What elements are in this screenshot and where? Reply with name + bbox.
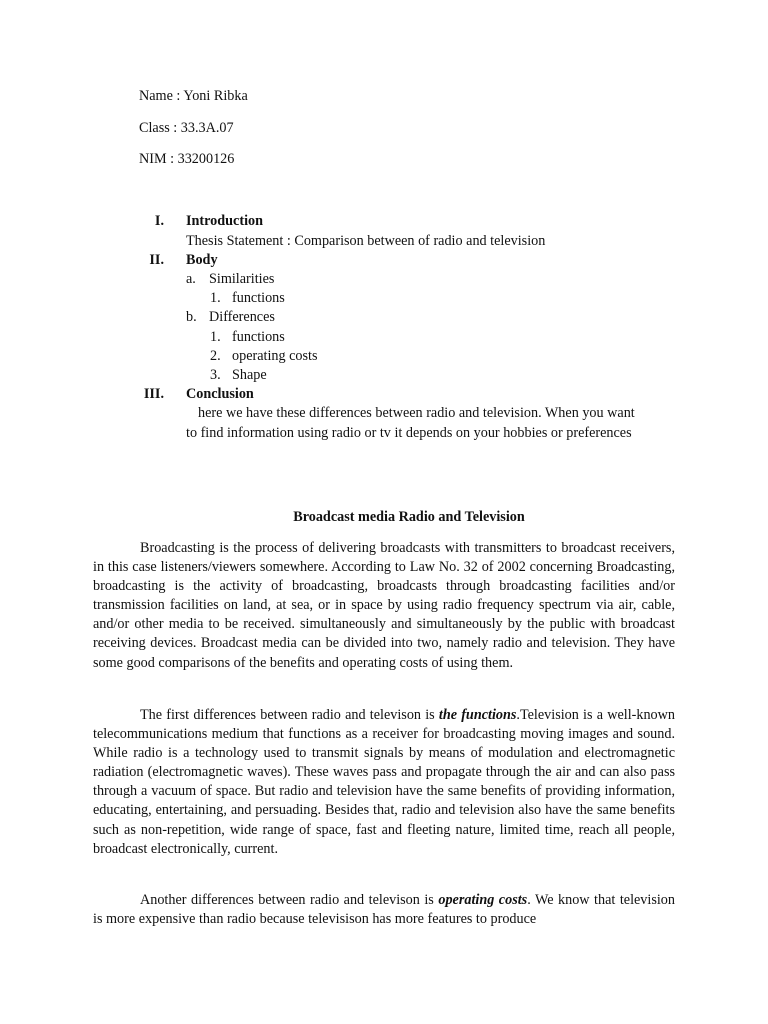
paragraph-2 <box>93 706 675 859</box>
student-class: Class : 33.3A.07 <box>139 120 234 136</box>
section-title-body: Body <box>186 252 218 268</box>
outline-number-b2: 2. <box>210 348 221 364</box>
conclusion-line-1: here we have these differences between radio and television. When you want <box>198 405 635 421</box>
outline-similarities: Similarities <box>209 271 275 287</box>
outline-label-a: a. <box>186 271 196 287</box>
outline-differences-functions: functions <box>232 329 285 345</box>
paragraph-3 <box>93 891 675 929</box>
section-number-2: II. <box>149 252 164 268</box>
paragraph-3-emphasis: operating costs <box>438 892 528 908</box>
outline-number-b1: 1. <box>210 329 221 345</box>
paragraph-3-body: . We know that television is more expensive than radio because televisison has more features to produce <box>93 892 675 928</box>
paragraph-2-emphasis: the functions <box>438 707 517 723</box>
paragraph-2-intro: The first differences between radio and televison is <box>140 707 439 723</box>
section-number-3: III. <box>143 386 164 402</box>
section-number-1: I. <box>154 213 164 229</box>
paragraph-3-intro: Another differences between radio and televison is <box>140 892 439 908</box>
thesis-statement: Thesis Statement : Comparison between of radio and television <box>186 233 546 249</box>
paragraph-1: Broadcasting is the process of delivering broadcasts with transmitters to broadcast receivers, in this case listeners/viewers somewhere. According to Law No. 32 of 2002 concerning Broadcasting, broadcasting is the activity of broadcasting, broadcasts through broadcasting facilities and/or transmission facilities on land, at sea, or in space by using radio frequency spectrum via air, cable, and/or other media to be received. simultaneously and simultaneously by the public with broadcast receiving devices. Broadcast media can be divided into two, namely radio and television. They have some good comparisons of the benefits and operating costs of using them. <box>93 540 675 671</box>
outline-shape: Shape <box>232 367 267 383</box>
student-nim: NIM : 33200126 <box>139 151 235 167</box>
outline-similarities-functions: functions <box>232 290 285 306</box>
student-name: Name : Yoni Ribka <box>139 88 248 104</box>
outline-number-a1: 1. <box>210 290 221 306</box>
paragraph-2-body: .Television is a well-known telecommunications medium that functions as a receiver for broadcasting moving images and sound. While radio is a technology used to transmit signals by means of modulation and electromagnetic radiation (electromagnetic waves). These waves pass and propagate through the air and can also pass through a vacuum of space. But radio and television have the same benefits of providing information, educating, entertaining, and persuading. Besides that, radio and television also have the same benefits such as non-repetition, wide range of space, fast and fleeting nature, limited time, reach all people, broadcast electronically, current. <box>93 707 675 857</box>
section-title-introduction: Introduction <box>186 213 263 229</box>
conclusion-line-2: to find information using radio or tv it depends on your hobbies or preferences <box>186 425 632 441</box>
essay-title: Broadcast media Radio and Television <box>293 509 525 525</box>
section-title-conclusion: Conclusion <box>186 386 254 402</box>
outline-number-b3: 3. <box>210 367 221 383</box>
outline-operating-costs: operating costs <box>232 348 318 364</box>
outline-differences: Differences <box>209 309 275 325</box>
outline-label-b: b. <box>186 309 197 325</box>
